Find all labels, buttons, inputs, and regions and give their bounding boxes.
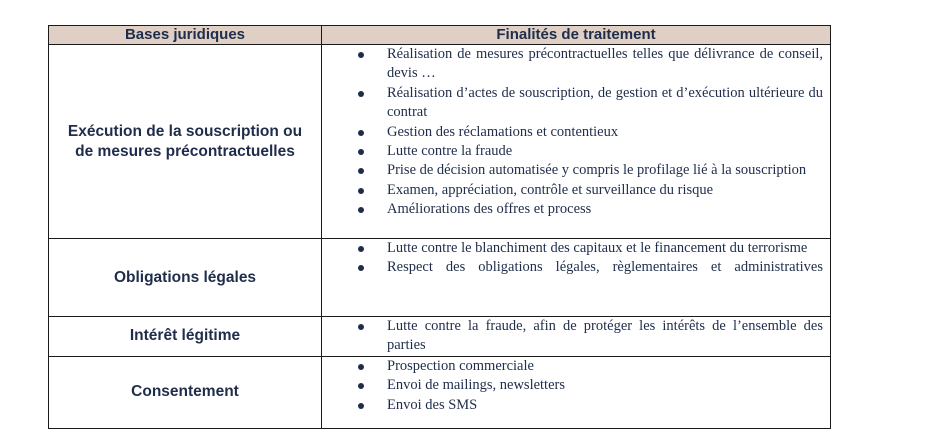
purpose-text: Gestion des réclamations et contentieux — [387, 123, 619, 140]
bullet-icon — [358, 364, 364, 370]
header-bases-juridiques: Bases juridiques — [49, 26, 322, 45]
table-row — [49, 356, 831, 428]
list-item — [322, 317, 823, 356]
list-item — [322, 123, 823, 142]
purpose-text: Réalisation de mesures précontractuelles telles que délivrance de conseil, devis … — [387, 46, 823, 82]
legal-basis-cell — [49, 317, 322, 357]
list-item — [322, 396, 823, 415]
bullet-icon — [358, 91, 364, 97]
list-item — [322, 181, 823, 200]
bullet-icon — [358, 130, 364, 136]
purpose-text: Réalisation d’actes de souscription, de gestion et d’exécution ultérieure du contrat — [387, 84, 823, 121]
purpose-text: Prospection commerciale — [387, 357, 534, 374]
list-item — [322, 142, 823, 161]
legal-basis-label: Exécution de la souscription ou de mesures précontractuelles — [67, 122, 303, 160]
legal-basis-cell — [49, 356, 322, 428]
list-item — [322, 258, 823, 277]
bullet-icon — [358, 324, 364, 330]
bullet-icon — [358, 52, 364, 58]
purposes-list — [322, 239, 830, 278]
purpose-text: Améliorations des offres et process — [387, 201, 592, 218]
purposes-cell — [322, 45, 831, 239]
legal-basis-cell — [49, 239, 322, 317]
bullet-icon — [358, 168, 364, 174]
purpose-text: Prise de décision automatisée y compris le profilage lié à la souscription — [387, 162, 807, 179]
legal-basis-label: Obligations légales — [113, 268, 257, 286]
table-row — [49, 45, 831, 239]
purpose-text: Envoi de mailings, newsletters — [387, 377, 565, 394]
table-header-row — [49, 26, 831, 45]
bullet-icon — [358, 246, 364, 252]
legal-basis-cell — [49, 45, 322, 239]
purpose-text: Lutte contre la fraude — [387, 143, 513, 160]
purpose-text: Examen, appréciation, contrôle et surveillance du risque — [387, 181, 714, 198]
bullet-icon — [358, 207, 364, 213]
legal-basis-label: Consentement — [131, 383, 239, 401]
legal-basis-label: Intérêt légitime — [129, 327, 241, 345]
list-item — [322, 161, 823, 180]
list-item — [322, 84, 823, 123]
purpose-text: Envoi des SMS — [387, 396, 478, 413]
legal-basis-table — [48, 25, 831, 429]
purposes-list — [322, 317, 830, 356]
header-finalites-traitement: Finalités de traitement — [322, 26, 831, 45]
purposes-list — [322, 357, 830, 415]
list-item — [322, 357, 823, 376]
bullet-icon — [358, 149, 364, 155]
purpose-text: Respect des obligations légales, règlementaires et administratives — [387, 259, 823, 276]
purpose-text: Lutte contre la fraude, afin de protéger les intérêts de l’ensemble des parties — [387, 318, 823, 354]
bullet-icon — [358, 265, 364, 271]
list-item — [322, 45, 823, 84]
table-row — [49, 239, 831, 317]
bullet-icon — [358, 403, 364, 409]
purposes-list — [322, 45, 830, 220]
list-item — [322, 239, 823, 258]
list-item — [322, 200, 823, 219]
list-item — [322, 376, 823, 395]
purpose-text: Lutte contre le blanchiment des capitaux et le financement du terrorisme — [387, 240, 808, 256]
purposes-cell — [322, 239, 831, 317]
bullet-icon — [358, 188, 364, 194]
purposes-cell — [322, 317, 831, 357]
purposes-cell — [322, 356, 831, 428]
bullet-icon — [358, 383, 364, 389]
table-row — [49, 317, 831, 357]
